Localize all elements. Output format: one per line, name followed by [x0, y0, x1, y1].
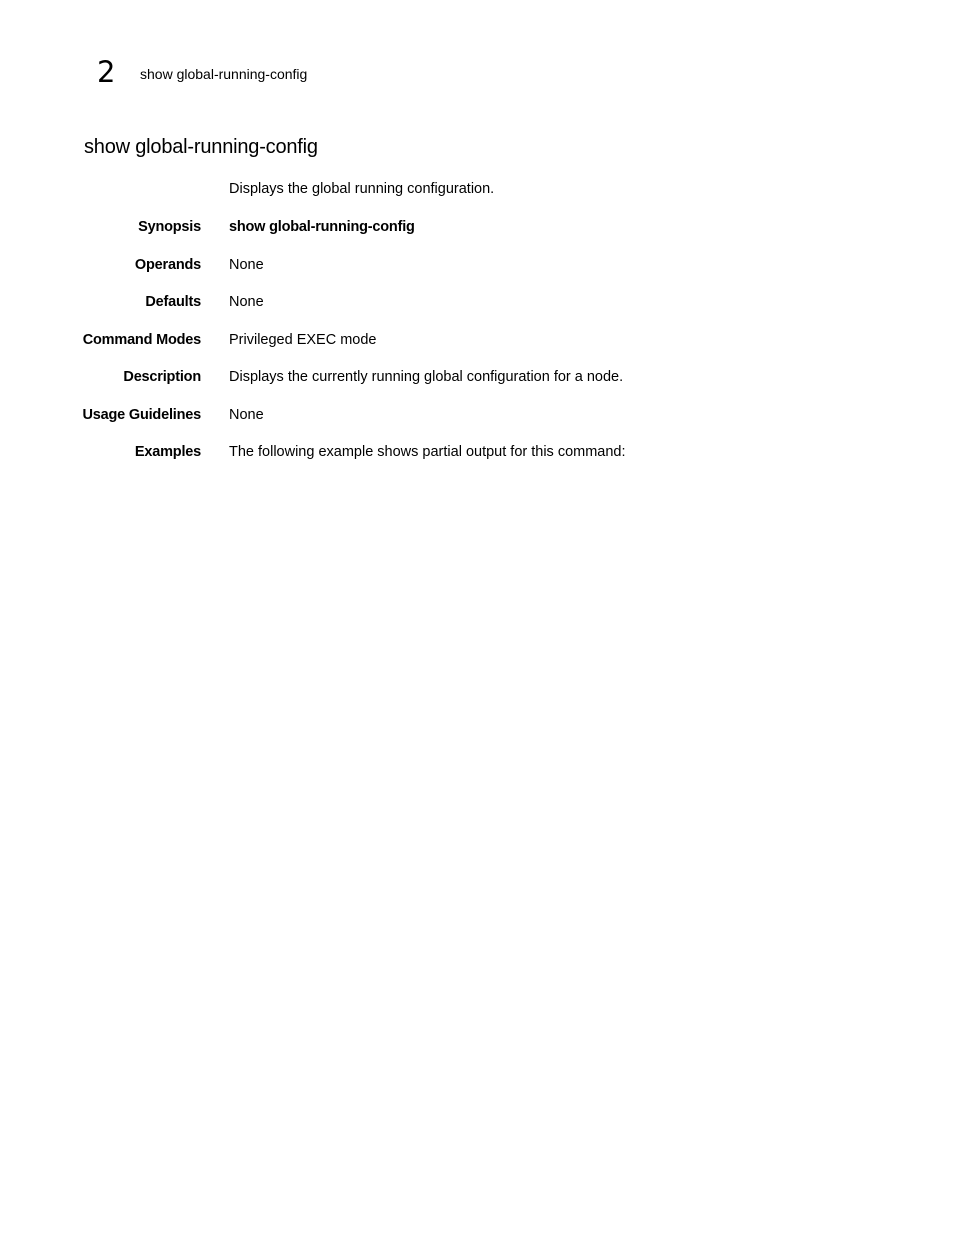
- field-value-synopsis: show global-running-config: [229, 219, 415, 235]
- field-value-operands: None: [229, 256, 264, 273]
- field-label-examples: Examples: [134, 444, 201, 460]
- chapter-number: 2: [97, 55, 116, 89]
- field-value-description: Displays the currently running global configuration for a node.: [229, 369, 624, 385]
- field-row-operands: [0, 256, 954, 294]
- field-row-examples: [0, 443, 954, 481]
- intro-text: Displays the global running configuration.: [229, 181, 495, 197]
- field-label-synopsis: Synopsis: [138, 219, 201, 235]
- command-field-table: [0, 218, 954, 481]
- field-row-command-modes: [0, 331, 954, 369]
- field-value-usage-guidelines: None: [229, 406, 264, 423]
- running-header-title: show global-running-config: [140, 65, 308, 82]
- field-value-defaults: None: [229, 294, 264, 310]
- field-row-description: [0, 368, 954, 406]
- field-value-command-modes: Privileged EXEC mode: [229, 331, 377, 348]
- running-header: [97, 52, 307, 92]
- field-label-command-modes: Command Modes: [82, 331, 201, 348]
- field-row-defaults: [0, 293, 954, 331]
- field-label-defaults: Defaults: [145, 294, 201, 310]
- field-row-synopsis: [0, 218, 954, 256]
- field-label-description: Description: [123, 369, 201, 385]
- field-label-operands: Operands: [134, 256, 201, 273]
- section-title: show global-running-config: [84, 136, 318, 158]
- field-value-examples: The following example shows partial output for this command:: [229, 444, 626, 460]
- field-row-usage-guidelines: [0, 406, 954, 444]
- field-label-usage-guidelines: Usage Guidelines: [82, 406, 201, 423]
